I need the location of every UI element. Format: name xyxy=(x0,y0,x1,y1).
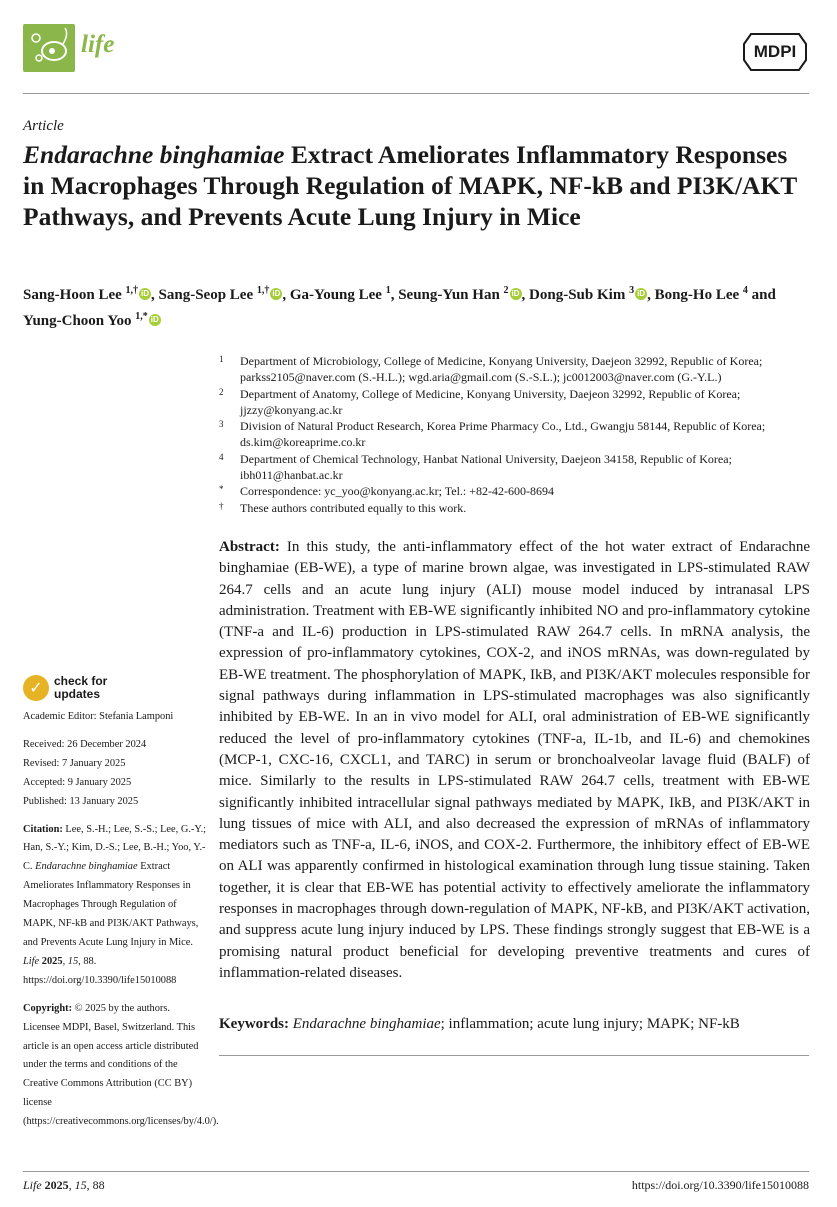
footer-journal: Life xyxy=(23,1178,42,1192)
affiliation-mark: 1 xyxy=(219,354,224,364)
citation-volume: , 15 xyxy=(62,955,79,967)
author xyxy=(398,287,529,303)
affiliation-item xyxy=(219,483,809,499)
article-info-sidebar xyxy=(23,708,219,1132)
affiliation-item xyxy=(219,386,809,419)
affiliation-item xyxy=(219,500,809,516)
affiliation-text: Department of Microbiology, College of Medicine, Konyang University, Daejeon 32992, Republic of Korea; parkss2105@naver.com (S.-H.L.); wgd.aria@gmail.com (S.-S.L.); jc0012003@naver.com (G.-Y.L.) xyxy=(240,354,763,385)
author-affiliation-mark: 3 xyxy=(629,285,635,296)
citation-title: Extract Ameliorates Inflammatory Responses in Macrophages Through Regulation of MAPK, NF-kB and PI3K/AKT Pathways, and Prevents Acute Lung Injury in Mice. xyxy=(23,861,199,948)
affiliation-item xyxy=(219,418,809,451)
publisher-name: MDPI xyxy=(753,42,797,61)
author-separator: , xyxy=(151,287,159,303)
author-affiliation-mark: 1,† xyxy=(256,285,270,296)
footer-volume: , 15 xyxy=(68,1178,87,1192)
received-date: Received: 26 December 2024 xyxy=(23,738,147,750)
author-separator: , xyxy=(282,287,290,303)
header-divider xyxy=(23,93,809,94)
affiliation-item xyxy=(219,353,809,386)
orcid-icon[interactable]: iD xyxy=(511,289,520,298)
affiliation-mark: * xyxy=(219,484,224,495)
author-name: Dong-Sub Kim xyxy=(529,287,626,303)
abstract-text: In this study, the anti-inflammatory effect of the hot water extract of Endarachne binghamiae (EB-WE), a type of marine brown algae, was investigated in LPS-stimulated RAW 264.7 cells and an acute lung injury (ALI) mouse model induced by intranasal LPS administration. Treatment with EB-WE significantly inhibited NO and pro-inflammatory cytokine (TNF-a and IL-6) production in LPS-stimulated RAW 264.7 cells. In mRNA analysis, the expression of pro-inflammatory cytokines, COX-2, and iNOS mRNAs, was down-regulated by EB-WE treatment. The phosphorylation of MAPK, IkB, and PI3K/AKT molecules responsible for signal pathways during inflammation in LPS-stimulated macrophages was also significantly inhibited by EB-WE. In an in vivo model for ALI, oral administration of EB-WE significantly reduced the level of pro-inflammatory cytokines (TNF-a, IL-1b, and IL-6) and chemokines (MCP-1, CXC-16, CXCL1, and TARC) in serum or bronchoalveolar lavage fluid (BALF) of mice. Similarly to the results in LPS-stimulated RAW 264.7 cells, treatment with EB-WE significantly inhibited intracellular signal pathways mediated by MAPK, IkB, and PI3K/AKT in lung tissues of mice with ALI, and also decreased the expression of mRNAs of inflammatory mediators such as TNF-a, IL-6, iNOS, and COX-2. Furthermore, the inhibitory effect of EB-WE on ALI was apparently confirmed in histological examination through lung tissue staining. Taken together, it is clear that EB-WE has potential activity to effectively ameliorate the inflammatory responses in macrophages through down-regulation of MAPK, NF-kB, and PI3K/AKT activation, and suppress acute lung injury induced by LPS. These findings strongly suggest that EB-WE is a promising natural product beneficial for developing preventive treatments and cures of inflammation-related diseases. xyxy=(219,539,810,981)
author-name: Ga-Young Lee xyxy=(289,287,382,303)
published-date: Published: 13 January 2025 xyxy=(23,795,139,807)
journal-logo xyxy=(23,24,75,72)
affiliation-mark: 3 xyxy=(219,419,224,430)
citation-authors: Lee, S.-H.; Lee, S.-S.; Lee, G.-Y.; Han, S.-Y.; Kim, D.-S.; Lee, B.-H.; Yoo, Y.-C. xyxy=(23,823,207,873)
citation-journal: Life xyxy=(23,955,40,967)
academic-editor: Academic Editor: Stefania Lamponi xyxy=(23,711,174,722)
affiliation-text: Department of Anatomy, College of Medicine, Konyang University, Daejeon 32992, Republic of Korea; jjzzy@konyang.ac.kr xyxy=(240,386,741,417)
author-affiliation-mark: 1,† xyxy=(125,285,139,296)
author-separator: , xyxy=(390,287,399,303)
footer-divider xyxy=(23,1171,809,1172)
keywords-rest: ; inflammation; acute lung injury; MAPK; NF-kB xyxy=(440,1016,740,1032)
footer-doi-link[interactable]: https://doi.org/10.3390/life15010088 xyxy=(631,1178,809,1192)
affiliations xyxy=(219,353,809,516)
article-title xyxy=(23,139,809,232)
author xyxy=(23,287,159,303)
author-name: and Yung-Choon Yoo xyxy=(23,287,776,329)
orcid-icon[interactable]: iD xyxy=(272,289,281,298)
affiliation-text: Department of Chemical Technology, Hanbat National University, Daejeon 34158, Republic of Korea; ibh011@hanbat.ac.kr xyxy=(240,451,732,483)
abstract-label: Abstract: xyxy=(219,539,280,555)
keywords xyxy=(219,1016,810,1033)
copyright xyxy=(23,1000,219,1132)
affiliation-item xyxy=(219,451,809,484)
affiliation-mark: 2 xyxy=(219,386,224,397)
affiliation-mark: † xyxy=(219,500,224,511)
orcid-icon[interactable]: iD xyxy=(141,289,150,298)
author-list xyxy=(23,280,809,332)
abstract-divider xyxy=(219,1055,809,1056)
copyright-text: © 2025 by the authors. Licensee MDPI, Basel, Switzerland. This article is an open access article distributed under the terms and conditions of the Creative Commons Attribution (CC BY) license (https://creativecommons.org/licenses/by/4.0/). xyxy=(23,1002,219,1128)
author xyxy=(655,287,752,303)
revised-date: Revised: 7 January 2025 xyxy=(23,757,126,769)
check-updates-line-1: check for xyxy=(54,674,108,688)
checkmark-icon: ✓ xyxy=(23,675,49,701)
footer-article: , 88 xyxy=(86,1178,105,1192)
author-affiliation-mark: 2 xyxy=(503,285,509,296)
author-affiliation-mark: 4 xyxy=(742,285,748,296)
affiliation-mark: 4 xyxy=(219,451,224,462)
article-type: Article xyxy=(23,118,64,134)
title-species: Endarachne binghamiae xyxy=(23,140,285,169)
citation-doi: , 88. https://doi.org/10.3390/life15010088 xyxy=(23,955,177,986)
author-affiliation-mark: 1 xyxy=(385,285,391,296)
author xyxy=(290,287,398,303)
cell-icon xyxy=(23,24,75,72)
author-affiliation-mark: 1,* xyxy=(135,311,148,322)
accepted-date: Accepted: 9 January 2025 xyxy=(23,776,132,788)
citation-species: Endarachne binghamiae xyxy=(35,861,138,873)
keywords-species: Endarachne binghamiae xyxy=(292,1016,441,1032)
author-separator: , xyxy=(647,287,655,303)
journal-name: life xyxy=(81,31,115,58)
affiliation-text: Division of Natural Product Research, Korea Prime Pharmacy Co., Ltd., Gwangju 58144, Republic of Korea; ds.kim@koreaprime.co.kr xyxy=(240,419,766,450)
author-name: Seung-Yun Han xyxy=(398,287,500,303)
author-name: Sang-Seop Lee xyxy=(158,287,254,303)
copyright-label: Copyright: xyxy=(23,1002,73,1014)
footer-year: 2025 xyxy=(41,1178,69,1192)
author-separator: , xyxy=(521,287,530,303)
affiliation-text: Correspondence: yc_yoo@konyang.ac.kr; Tel.: +82-42-600-8694 xyxy=(240,484,555,499)
title-rest: Extract Ameliorates Inflammatory Responses in Macrophages Through Regulation of MAPK, NF-kB and PI3K/AKT Pathways, and Prevents Acute Lung Injury in Mice xyxy=(23,140,797,231)
author-name: Sang-Hoon Lee xyxy=(23,287,122,303)
check-updates-line-2: updates xyxy=(54,687,101,701)
author xyxy=(529,287,655,303)
footer-citation xyxy=(23,1178,105,1193)
abstract xyxy=(219,537,810,984)
citation xyxy=(23,821,208,991)
citation-year: 2025 xyxy=(39,955,63,967)
orcid-icon[interactable]: iD xyxy=(637,289,646,298)
affiliation-text: These authors contributed equally to this work. xyxy=(240,500,467,515)
author xyxy=(159,287,290,303)
keywords-label: Keywords: xyxy=(219,1016,289,1032)
citation-label: Citation: xyxy=(23,823,63,835)
orcid-icon[interactable]: iD xyxy=(150,315,159,324)
publisher-logo xyxy=(742,32,808,72)
author-name: Bong-Ho Lee xyxy=(654,287,740,303)
